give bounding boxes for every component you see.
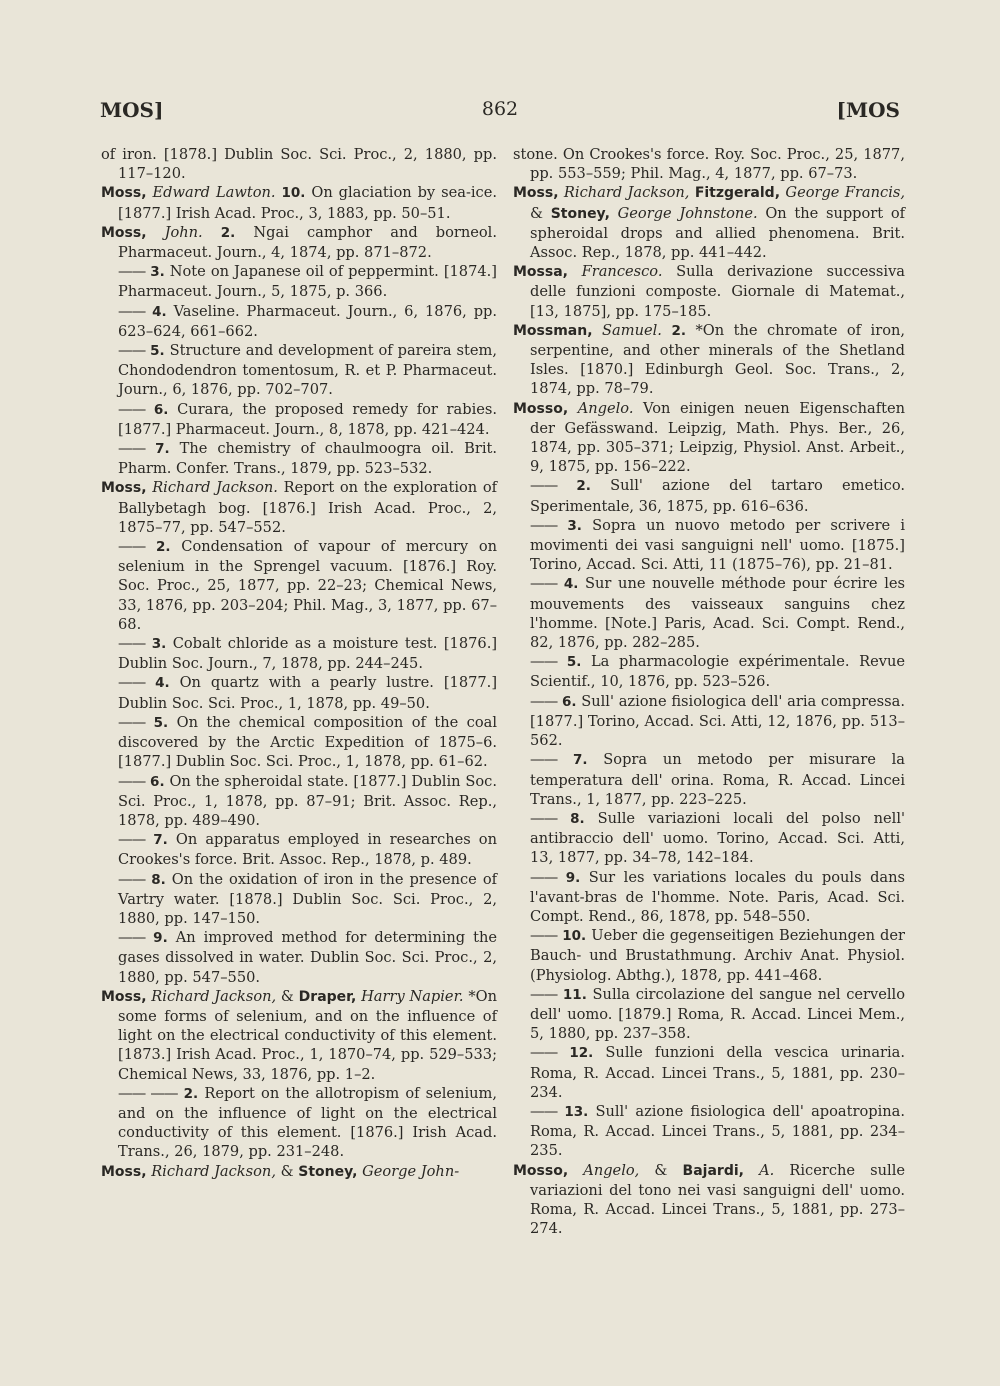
coauthor-surname: Stoney, [550, 205, 610, 222]
coauthor-surname: Bajardi, [682, 1162, 744, 1179]
entry-text: Ueber die gegenseitigen Beziehungen der Bauch- und Brustathmung. Archiv Anat. Physiol. (Physiolog. Abthg.), 1878, pp. 441–468. [530, 927, 906, 984]
entry-number: 8. [151, 871, 166, 888]
author-surname: Moss, [101, 185, 147, 202]
author-given-name: Richard Jackson, [563, 184, 690, 202]
sub-entry [513, 516, 905, 575]
ditto-dash: —— [118, 342, 146, 360]
author-given-name: Francesco. [581, 263, 663, 281]
ditto-dash: —— [118, 538, 146, 556]
ampersand: & [280, 987, 294, 1005]
entry-number: 10. [281, 185, 306, 202]
entry-text: Structure and development of pareira stem, Chondodendron tomentosum, R. et P. Pharmaceut. Journ., 6, 1876, pp. 702–707. [118, 342, 498, 399]
ditto-dash: —— [118, 263, 146, 281]
author-entry [513, 321, 905, 399]
entry-text: On the support of spheroidal drops and allied phenomena. Brit. Assoc. Rep., 1878, pp. 441–442. [530, 204, 906, 262]
ditto-dash: —— [530, 575, 558, 593]
entry-text: Note on Japanese oil of peppermint. [1874.] Pharmaceut. Journ., 5, 1875, p. 366. [118, 263, 497, 301]
sub-entry [101, 928, 497, 987]
entry-number: 6. [150, 773, 165, 790]
sub-entry [513, 476, 905, 515]
sub-entry [513, 868, 905, 927]
sub-entry [101, 341, 497, 400]
author-surname: Mosso, [513, 1162, 569, 1179]
ditto-dash: —— [118, 400, 146, 418]
entry-text: Report on the allotropism of selenium, and on the influence of light on the electrical conductivity of this element. [1876.] Irish Acad. Trans., 26, 1879, pp. 231–248. [118, 1084, 498, 1161]
entry-text: Cobalt chloride as a moisture test. [1876.] Dublin Soc. Journ., 7, 1878, pp. 244–245. [118, 635, 498, 673]
ditto-dash: —— [118, 929, 146, 947]
sub-entry [513, 1043, 905, 1102]
entry-text: stone. On Crookes's force. Roy. Soc. Proc., 25, 1877, pp. 553–559; Phil. Mag., 4, 1877, pp. 67–73. [513, 146, 905, 183]
author-entry [101, 987, 497, 1084]
author-surname: Moss, [101, 224, 147, 241]
entry-number: 4. [155, 675, 170, 692]
author-surname: Moss, [101, 988, 147, 1005]
author-entry [513, 1161, 905, 1239]
author-surname: Mosso, [513, 400, 569, 417]
ditto-dash: —— [118, 635, 146, 653]
entry-number: 9. [565, 869, 581, 886]
ditto-dash: —— [530, 927, 558, 945]
entry-text: La pharmacologie expérimentale. Revue Scientif., 10, 1876, pp. 523–526. [530, 653, 906, 691]
entry-number: 6. [153, 401, 169, 418]
coauthor-surname: Stoney, [298, 1163, 358, 1180]
entry-text: Sopra un metodo per misurare la temperatura dell' orina. Roma, R. Accad. Lincei Trans., 1, 1877, pp. 223–225. [530, 751, 906, 808]
entry-text: On the spheroidal state. [1877.] Dublin Soc. Sci. Proc., 1, 1878, pp. 87–91; Brit. Assoc. Rep., 1878, pp. 489–490. [118, 772, 497, 829]
entry-text: Sulle variazioni locali del polso nell' antibraccio dell' uomo. Torino, Accad. Sci. Atti, 13, 1877, pp. 34–78, 142–184. [530, 809, 905, 867]
sub-entry [101, 400, 497, 439]
right-column [513, 145, 905, 1238]
sub-entry [513, 652, 905, 691]
entry-text: Sull' azione del tartaro emetico. Sperimentale, 36, 1875, pp. 616–636. [530, 477, 906, 515]
ditto-dash: —— [118, 831, 146, 849]
ampersand: & [280, 1162, 294, 1180]
entry-text: On apparatus employed in researches on Crookes's force. Brit. Assoc. Rep., 1878, p. 489. [118, 831, 497, 869]
ditto-dash: —— [118, 713, 146, 731]
entry-text: On quartz with a pearly lustre. [1877.] Dublin Soc. Sci. Proc., 1, 1878, pp. 49–50. [118, 674, 498, 712]
entry-text: Ngai camphor and borneol. Pharmaceut. Journ., 4, 1874, pp. 871–872. [118, 223, 497, 262]
entry-text: of iron. [1878.] Dublin Soc. Sci. Proc., 2, 1880, pp. 117–120. [101, 146, 497, 183]
author-entry [101, 478, 497, 537]
author-surname: Mossa, [513, 264, 568, 281]
sub-entry [513, 750, 905, 809]
entry-text: An improved method for determining the gases dissolved in water. Dublin Soc. Sci. Proc., 2, 1880, pp. 547–550. [118, 929, 498, 986]
page-number: 862 [481, 98, 519, 120]
sub-entry [101, 537, 497, 634]
author-given-name: Angelo. [577, 399, 634, 417]
entry-number: 3. [150, 264, 165, 281]
sub-entry [513, 926, 905, 985]
ditto-dash: —— [118, 772, 146, 790]
entry-text: Report on the exploration of Ballybetagh bog. [1876.] Irish Acad. Proc., 2, 1875–77, pp. 547–552. [118, 479, 498, 536]
author-given-name: Samuel. [602, 321, 662, 339]
author-entry [101, 183, 497, 222]
entry-text: Sulla circolazione del sangue nel cervello dell' uomo. [1879.] Roma, R. Accad. Lincei Mem., 5, 1880, pp. 237–358. [530, 985, 905, 1043]
entry-number: 7. [155, 441, 170, 458]
ditto-dash: —— —— [118, 1084, 178, 1102]
entry-text: The chemistry of chaulmoogra oil. Brit. Pharm. Confer. Trans., 1879, pp. 523–532. [118, 440, 498, 478]
sub-entry [513, 692, 905, 751]
entry-text: On the chemical composition of the coal discovered by the Arctic Expedition of 1875–6. [1877.] Dublin Soc. Sci. Proc., 1, 1878, pp. 61–62. [118, 713, 498, 771]
entry-text: Sur une nouvelle méthode pour écrire les mouvements des vaisseaux sanguins chez l'homme. [Note.] Paris, Acad. Sci. Compt. Rend., 82, 1876, pp. 282–285. [530, 575, 906, 652]
entry-number: 3. [567, 517, 582, 534]
sub-entry [101, 439, 497, 478]
page-header [100, 98, 900, 128]
ampersand: & [654, 1161, 668, 1179]
ampersand: & [530, 204, 543, 222]
coauthor-given-name: George Francis, [785, 184, 905, 202]
entry-number: 7. [153, 832, 168, 849]
author-surname: Moss, [101, 1163, 147, 1180]
author-surname: Mossman, [513, 322, 593, 339]
entry-number: 12. [569, 1045, 594, 1062]
sub-entry [513, 985, 905, 1044]
entry-number: 10. [562, 928, 587, 945]
author-given-name: Angelo, [583, 1161, 640, 1179]
author-given-name: Edward Lawton. [152, 184, 276, 202]
left-column [101, 145, 497, 1182]
entry-text: Condensation of vapour of mercury on selenium in the Sprengel vacuum. [1876.] Roy. Soc. Proc., 25, 1877, pp. 22–23; Chemical News, 33, 1876, pp. 203–204; Phil. Mag., 3, 1877, pp. 67–68. [118, 538, 498, 633]
entry-text: *On the chromate of iron, serpentine, and other minerals of the Shetland Isles. [1870.] Edinburgh Geol. Soc. Trans., 2, 1874, pp. 78–79. [530, 321, 906, 398]
entry-number: 3. [151, 636, 167, 653]
entry-text: Sulla derivazione successiva delle funzioni composte. Giornale di Matemat., [13, 1875], pp. 175–185. [530, 263, 906, 320]
ditto-dash: —— [530, 653, 558, 671]
entry-number: 2. [183, 1085, 199, 1102]
sub-entry [101, 713, 497, 772]
entry-text: *On some forms of selenium, and on the influence of light on the electrical conductivity of this element. [1873.] Irish Acad. Proc., 1, 1870–74, pp. 529–533; Chemical News, 33, 1876, pp. 1–2. [118, 987, 497, 1083]
entry-text: Vaseline. Pharmaceut. Journ., 6, 1876, pp. 623–624, 661–662. [118, 302, 498, 340]
ditto-dash: —— [118, 870, 146, 888]
ditto-dash: —— [530, 692, 558, 710]
running-head-right: [MOS [836, 98, 900, 122]
entry-number: 4. [152, 303, 167, 320]
entry-continuation [513, 145, 905, 183]
author-surname: Moss, [101, 480, 147, 497]
author-entry [513, 183, 905, 262]
entry-text: Sulle funzioni della vescica urinaria. Roma, R. Accad. Lincei Trans., 5, 1881, pp. 230–234. [530, 1044, 906, 1101]
sub-entry [101, 673, 497, 712]
entry-text: On the oxidation of iron in the presence of Vartry water. [1878.] Dublin Soc. Sci. Proc., 2, 1880, pp. 147–150. [118, 870, 498, 927]
coauthor-surname: Fitzgerald, [694, 185, 781, 202]
ditto-dash: —— [530, 516, 558, 534]
ditto-dash: —— [530, 985, 558, 1003]
entry-text: Sull' azione fisiologica dell' aria compressa. [1877.] Torino, Accad. Sci. Atti, 12, 1876, pp. 513–562. [530, 692, 906, 750]
ditto-dash: —— [530, 477, 558, 495]
entry-number: 5. [153, 714, 169, 731]
coauthor-surname: Draper, [298, 988, 357, 1005]
ditto-dash: —— [530, 1044, 558, 1062]
ditto-dash: —— [118, 440, 146, 458]
entry-number: 5. [150, 343, 165, 360]
ditto-dash: —— [530, 1102, 558, 1120]
ditto-dash: —— [530, 868, 558, 886]
ditto-dash: —— [118, 674, 146, 692]
author-given-name: Richard Jackson, [151, 1162, 276, 1180]
entry-number: 2. [576, 478, 591, 495]
author-given-name: Richard Jackson, [151, 987, 277, 1005]
entry-number: 8. [570, 810, 585, 827]
author-entry [101, 1162, 497, 1182]
coauthor-given-name: George John- [362, 1162, 460, 1180]
entry-number: 11. [562, 986, 587, 1003]
sub-entry [513, 574, 905, 652]
entry-text: Ricerche sulle variazioni del tono nei vasi sanguigni dell' uomo. Roma, R. Accad. Lincei Trans., 5, 1881, pp. 273–274. [530, 1161, 906, 1238]
sub-entry [101, 262, 497, 301]
sub-entry [101, 302, 497, 341]
ditto-dash: —— [530, 809, 558, 827]
entry-number: 2. [220, 224, 236, 241]
entry-text: On glaciation by sea-ice. [1877.] Irish Acad. Proc., 3, 1883, pp. 50–51. [118, 184, 497, 222]
author-given-name: Richard Jackson. [152, 479, 278, 497]
author-given-name: John. [164, 223, 203, 241]
entry-text: Von einigen neuen Eigenschaften der Gefässwand. Leipzig, Math. Phys. Ber., 26, 1874, pp. 305–371; Leipzig, Physiol. Anst. Arbeit., 9, 1875, pp. 156–222. [530, 399, 906, 476]
coauthor-given-name: A. [759, 1161, 775, 1179]
sub-entry [101, 830, 497, 869]
ditto-dash: —— [118, 302, 146, 320]
sub-entry [101, 870, 497, 929]
entry-continuation [101, 145, 497, 183]
entry-text: Sur les variations locales du pouls dans l'avant-bras de l'homme. Note. Paris, Acad. Sci. Compt. Rend., 86, 1878, pp. 548–550. [530, 868, 906, 925]
entry-text: Sull' azione fisiologica dell' apoatropina. Roma, R. Accad. Lincei Trans., 5, 1881, pp. 234–235. [530, 1102, 905, 1160]
entry-number: 7. [572, 752, 588, 769]
entry-number: 5. [566, 654, 582, 671]
ditto-dash: —— [530, 751, 558, 769]
entry-number: 13. [564, 1103, 589, 1120]
entry-number: 4. [563, 576, 579, 593]
coauthor-given-name: Harry Napier. [361, 987, 464, 1005]
entry-text: Curara, the proposed remedy for rabies. [1877.] Pharmaceut. Journ., 8, 1878, pp. 421–424. [118, 400, 498, 438]
coauthor-given-name: George Johnstone. [617, 204, 758, 222]
sub-entry [101, 772, 497, 831]
entry-number: 2. [155, 539, 171, 556]
author-entry [513, 399, 905, 477]
entry-number: 2. [671, 322, 686, 339]
entry-number: 6. [561, 693, 577, 710]
sub-entry [101, 634, 497, 673]
author-surname: Moss, [513, 185, 559, 202]
running-head-left: MOS] [100, 98, 164, 122]
author-entry [513, 262, 905, 321]
sub-entry [101, 1084, 497, 1162]
entry-text: Sopra un nuovo metodo per scrivere i movimenti dei vasi sanguigni nell' uomo. [1875.] Torino, Accad. Sci. Atti, 11 (1875–76), pp. 21–81. [530, 516, 906, 574]
sub-entry [513, 809, 905, 868]
sub-entry [513, 1102, 905, 1161]
author-entry [101, 223, 497, 262]
entry-number: 9. [153, 930, 168, 947]
